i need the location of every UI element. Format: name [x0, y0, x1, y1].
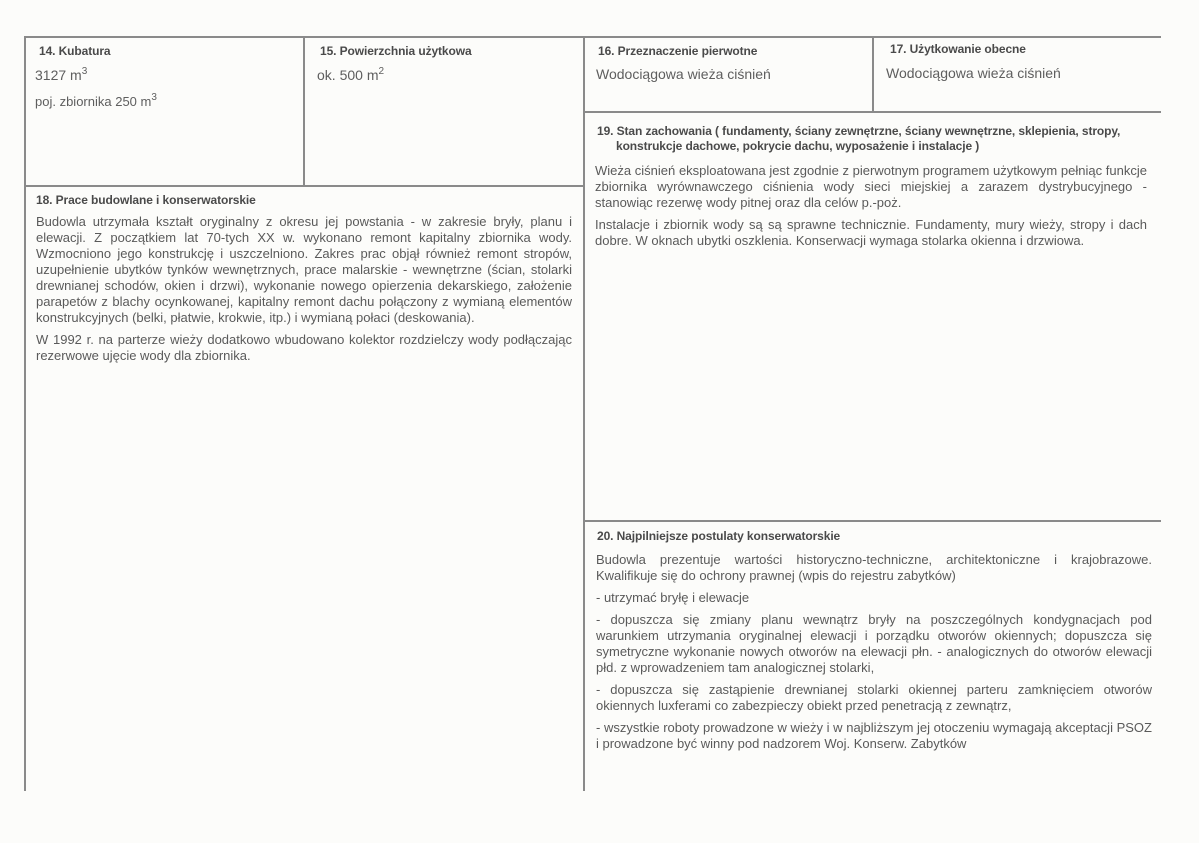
usable-area-value [317, 67, 384, 83]
postulate-paragraph: Budowla prezentuje wartości historyczno-techniczne, architektoniczne i krajobrazowe. Kwalifikuje się do ochrony prawnej (wpis do rejestru zabytków) [596, 552, 1152, 583]
field-19-label-line2: konstrukcje dachowe, pokrycie dachu, wyposażenie i instalacje ) [616, 139, 980, 153]
current-use-value: Wodociągowa wieża ciśnień [886, 65, 1061, 81]
postulate-paragraph: - wszystkie roboty prowadzone w wieży i w najbliższym jej otoczeniu wymagają akceptacji PSOZ i prowadzone być winny pod nadzorem Woj. Konserw. Zabytków [596, 720, 1152, 751]
volume-exponent: 3 [81, 66, 88, 77]
conservation-postulates-text [596, 552, 1152, 758]
postulate-paragraph: - dopuszcza się zastąpienie drewnianej stolarki okiennej parteru zamknięciem otworów okiennych luxferami co zabezpieczy obiekt przed penetracją z zewnątrz, [596, 682, 1152, 713]
tank-capacity-text: poj. zbiornika 250 m [35, 94, 152, 109]
condition-paragraph: Instalacje i zbiornik wody są są sprawne technicznie. Fundamenty, mury wieży, stropy i dach dobre. W oknach ubytki oszklenia. Konserwacji wymaga stolarka okienna i drzwiowa. [595, 217, 1147, 248]
field-19-label-line1: 19. Stan zachowania ( fundamenty, ściany zewnętrzne, ściany wewnętrzne, sklepienia, stropy, [597, 124, 1121, 138]
usable-area-text: ok. 500 m [317, 67, 379, 83]
volume-value-text: 3127 m [35, 67, 82, 83]
divider-19-20 [583, 520, 1161, 522]
condition-paragraph: Wieża ciśnień eksploatowana jest zgodnie z pierwotnym programem użytkowym pełniąc funkcje zbiornika wyrównawczego ciśnienia wody sieci miejskiej a zarazem dystrybucyjnego - stanowiąc rezerwę wody pitnej oraz dla celów p.-poż. [595, 163, 1147, 210]
divider-15-18 [24, 185, 584, 187]
field-14-label: 14. Kubatura [39, 44, 111, 58]
postulate-paragraph: - dopuszcza się zmiany planu wewnątrz bryły na poszczególnych kondygnacjach pod warunkiem utrzymania oryginalnej elewacji i porządku otworów okiennych; dopuszcza się symetryczne wykonanie nowych otworów na elewacji płn. - analogicznych do otworów elewacji płd. z wprowadzeniem tam analogicznej stolarki, [596, 612, 1152, 675]
construction-works-paragraph: Budowla utrzymała kształt oryginalny z okresu jej powstania - w zakresie bryły, planu i elewacji. Z początkiem lat 70-tych XX w. wykonano remont kapitalny zbiornika wody. Wzmocniono jego konstrukcję i uszczelniono. Zakres prac objął również remont stropów, uzupełnienie ubytków tynków wewnętrznych, prace malarskie - wewnętrzne (ścian, stolarki drewnianej schodów, okien i drzwi), wykonanie nowego opierzenia dekarskiego, założenie parapetów z blachy ocynkowanej, kapitalny remont dachu połączony z wymianą elementów konstrukcyjnych (belki, płatwie, krokwie, itp.) i wymianą połaci (deskowania). [36, 214, 572, 325]
left-border [24, 36, 26, 791]
volume-value [35, 67, 87, 83]
divider-16-19 [583, 111, 1161, 113]
divider-14-15 [303, 36, 305, 186]
tank-capacity-value [35, 94, 157, 109]
construction-works-paragraph: W 1992 r. na parterze wieży dodatkowo wbudowano kolektor rozdzielczy wody podłączając rezerwowe ujęcie wody dla zbiornika. [36, 332, 572, 363]
main-vertical-divider [583, 36, 585, 791]
field-18-label: 18. Prace budowlane i konserwatorskie [36, 193, 256, 207]
field-20-label: 20. Najpilniejsze postulaty konserwatorskie [597, 529, 841, 543]
top-border [24, 36, 1161, 38]
field-15-label: 15. Powierzchnia użytkowa [320, 44, 472, 58]
original-purpose-value: Wodociągowa wieża ciśnień [596, 66, 771, 82]
condition-text [595, 163, 1147, 255]
divider-16-17 [872, 36, 874, 112]
construction-works-text [36, 214, 572, 370]
field-17-label: 17. Użytkowanie obecne [890, 42, 1026, 56]
postulate-paragraph: - utrzymać bryłę i elewacje [596, 590, 750, 605]
usable-area-exponent: 2 [378, 66, 385, 77]
tank-capacity-exponent: 3 [151, 92, 157, 103]
field-19-label [597, 124, 1142, 154]
field-16-label: 16. Przeznaczenie pierwotne [598, 44, 758, 58]
